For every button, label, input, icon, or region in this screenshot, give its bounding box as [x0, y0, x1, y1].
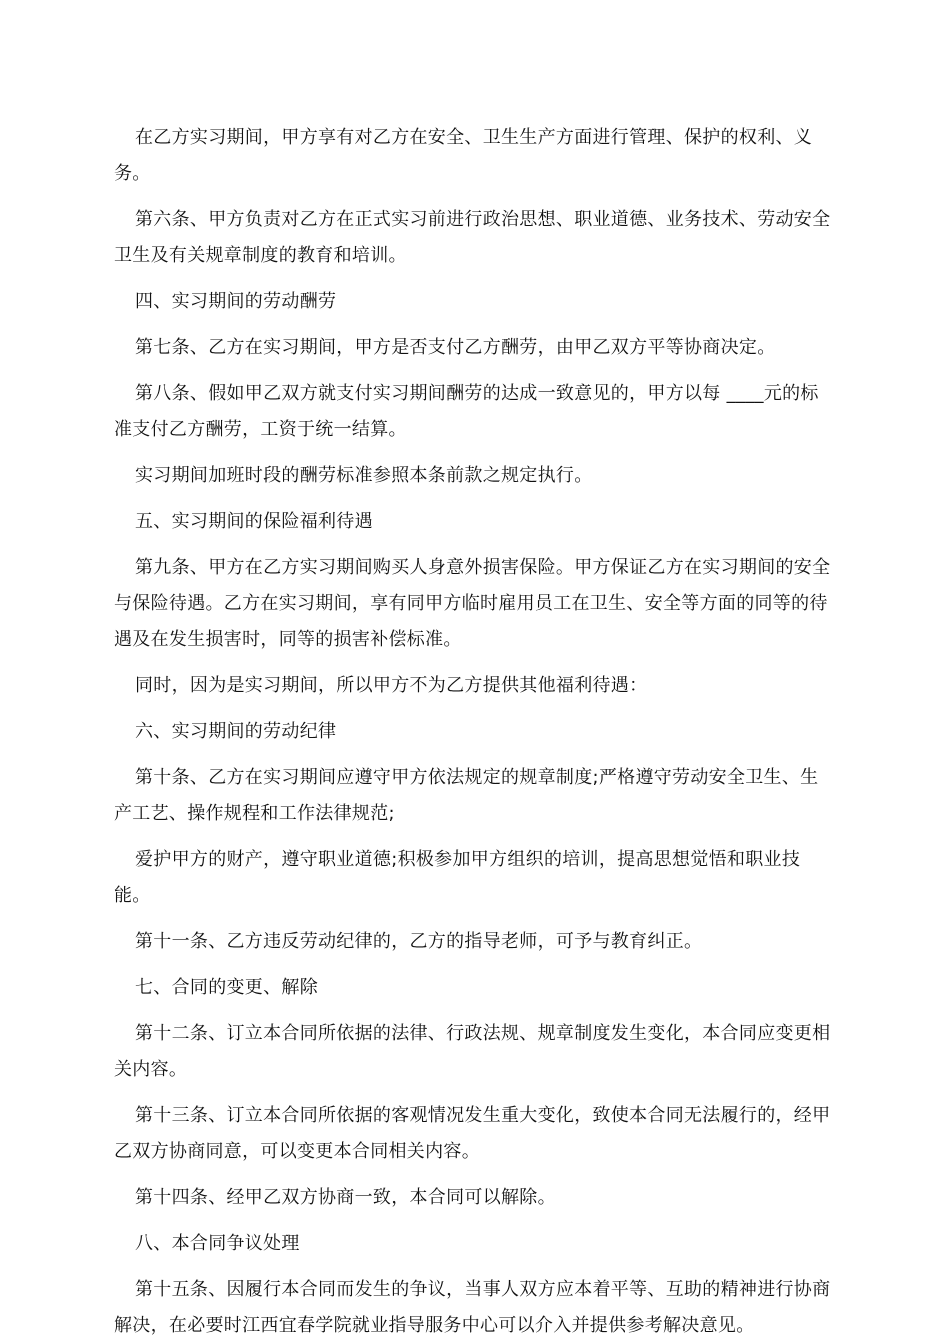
paragraph: 在乙方实习期间，甲方享有对乙方在安全、卫生生产方面进行管理、保护的权利、义务。	[114, 127, 813, 184]
paragraph: 第六条、甲方负责对乙方在正式实习前进行政治思想、职业道德、业务技术、劳动安全卫生及有关规章制度的教育和培训。	[114, 209, 831, 266]
paragraph: 同时，因为是实习期间，所以甲方不为乙方提供其他福利待遇：	[135, 675, 648, 696]
paragraph: 第十一条、乙方违反劳动纪律的，乙方的指导老师，可予与教育纠正。	[135, 931, 703, 952]
paragraph: 第十三条、订立本合同所依据的客观情况发生重大变化，致使本合同无法履行的，经甲乙双方协商同意，可以变更本合同相关内容。	[114, 1105, 831, 1162]
section-heading: 八、本合同争议处理	[135, 1233, 300, 1254]
paragraph: 实习期间加班时段的酬劳标准参照本条前款之规定执行。	[135, 465, 593, 486]
section-heading: 六、实习期间的劳动纪律	[135, 721, 337, 742]
section-heading: 四、实习期间的劳动酬劳	[135, 291, 337, 312]
paragraph: 第十五条、因履行本合同而发生的争议，当事人双方应本着平等、互助的精神进行协商解决，在必要时江西宜春学院就业指导服务中心可以介入并提供参考解决意见。	[114, 1279, 831, 1336]
paragraph: 第八条、假如甲乙双方就支付实习期间酬劳的达成一致意见的，甲方以每 ____元的标准支付乙方酬劳，工资于统一结算。	[114, 383, 819, 440]
paragraph: 第十条、乙方在实习期间应遵守甲方依法规定的规章制度;严格遵守劳动安全卫生、生产工艺、操作规程和工作法律规范;	[114, 767, 819, 824]
paragraph: 第十二条、订立本合同所依据的法律、行政法规、规章制度发生变化，本合同应变更相关内容。	[114, 1023, 831, 1080]
paragraph: 第九条、甲方在乙方实习期间购买人身意外损害保险。甲方保证乙方在实习期间的安全与保险待遇。乙方在实习期间，享有同甲方临时雇用员工在卫生、安全等方面的同等的待遇及在发生损害时，同等的损害补偿标准。	[114, 557, 831, 650]
section-heading: 五、实习期间的保险福利待遇	[135, 511, 373, 532]
section-heading: 七、合同的变更、解除	[135, 977, 318, 998]
paragraph: 第十四条、经甲乙双方协商一致，本合同可以解除。	[135, 1187, 556, 1208]
paragraph: 第七条、乙方在实习期间，甲方是否支付乙方酬劳，由甲乙双方平等协商决定。	[135, 337, 776, 358]
paragraph: 爱护甲方的财产，遵守职业道德;积极参加甲方组织的培训，提高思想觉悟和职业技能。	[114, 849, 801, 906]
